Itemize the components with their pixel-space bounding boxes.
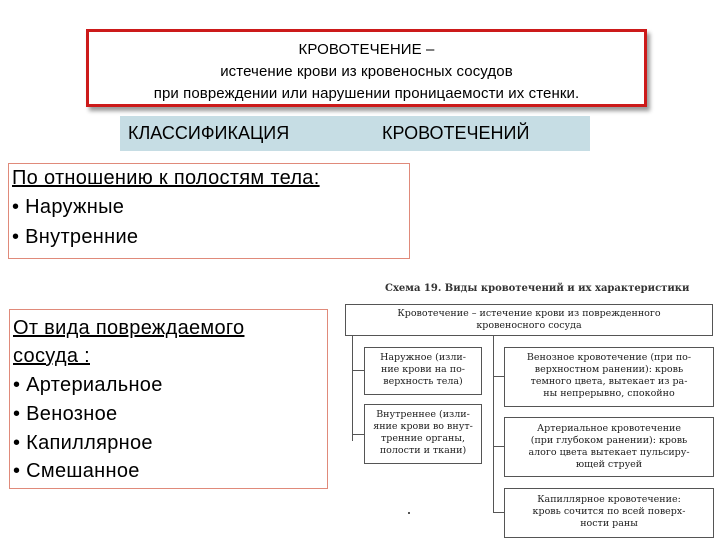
list-item: • Венозное <box>13 403 118 425</box>
scheme-capillary-box <box>504 488 714 538</box>
scheme-internal-box <box>364 404 482 464</box>
definition-line: при повреждении или нарушении проницаемости их стенки. <box>153 85 580 102</box>
scheme-text: тренние органы, <box>381 433 465 444</box>
banner-word: КЛАССИФИКАЦИЯ <box>128 123 290 143</box>
scheme-text: Капиллярное кровотечение: <box>537 494 681 505</box>
connector-line <box>352 336 353 441</box>
scheme-text: темного цвета, вытекает из ра- <box>530 376 688 387</box>
scan-speck <box>408 512 410 514</box>
scheme-text: верхность тела) <box>383 376 463 387</box>
list-item: • Наружные <box>12 196 125 218</box>
definition-title: КРОВОТЕЧЕНИЕ – <box>298 41 435 58</box>
scheme-text: ны непрерывно, спокойно <box>543 388 675 399</box>
connector-line <box>352 434 364 435</box>
cavity-classification-box <box>8 163 410 259</box>
scheme-text: яние крови во внут- <box>373 421 473 432</box>
scheme-external-box <box>364 347 482 395</box>
scheme-arterial-box <box>504 417 714 477</box>
vessel-title: сосуда : <box>13 345 90 367</box>
scheme-text: (при глубоком ранении): кровь <box>530 435 688 446</box>
scheme-text: Наружное (изли- <box>380 352 466 363</box>
connector-line <box>493 512 504 513</box>
classification-banner <box>120 116 590 151</box>
scheme-text: Кровотечение – истечение крови из поврежденного <box>397 308 661 319</box>
list-item: • Артериальное <box>13 374 163 396</box>
scheme-venous-box <box>504 347 714 407</box>
scheme-text: кровь сочится по всей поверх- <box>532 506 686 517</box>
cavity-title: По отношению к полостям тела: <box>12 167 320 189</box>
banner-word: КРОВОТЕЧЕНИЙ <box>382 123 530 143</box>
list-item: • Внутренние <box>12 226 139 248</box>
scheme-text: ние крови на по- <box>380 364 466 375</box>
scheme-definition-box <box>345 304 713 336</box>
connector-line <box>352 370 364 371</box>
scheme-text: верхностном ранении): кровь <box>534 364 684 375</box>
definition-line: истечение крови из кровеносных сосудов <box>220 63 513 80</box>
scheme-text: Внутреннее (изли- <box>376 409 470 420</box>
scheme-text: ности раны <box>580 518 638 529</box>
list-item: • Капиллярное <box>13 432 153 454</box>
scheme-text: алого цвета вытекает пульсиру- <box>528 447 690 458</box>
list-item: • Смешанное <box>13 460 140 482</box>
vessel-title: От вида повреждаемого <box>13 317 245 339</box>
scheme-text: ющей струей <box>575 459 643 470</box>
scheme-text: полости и ткани) <box>379 445 467 456</box>
scheme-text: кровеносного сосуда <box>476 320 582 331</box>
connector-line <box>493 446 504 447</box>
bleeding-types-scheme <box>330 280 720 540</box>
vessel-classification-box <box>9 309 328 489</box>
scheme-text: Артериальное кровотечение <box>536 423 681 434</box>
scheme-text: Венозное кровотечение (при по- <box>526 352 692 363</box>
connector-line <box>493 336 494 513</box>
connector-line <box>493 376 504 377</box>
scheme-title: Схема 19. Виды кровотечений и их характеристики <box>385 283 690 294</box>
definition-box <box>86 29 647 107</box>
